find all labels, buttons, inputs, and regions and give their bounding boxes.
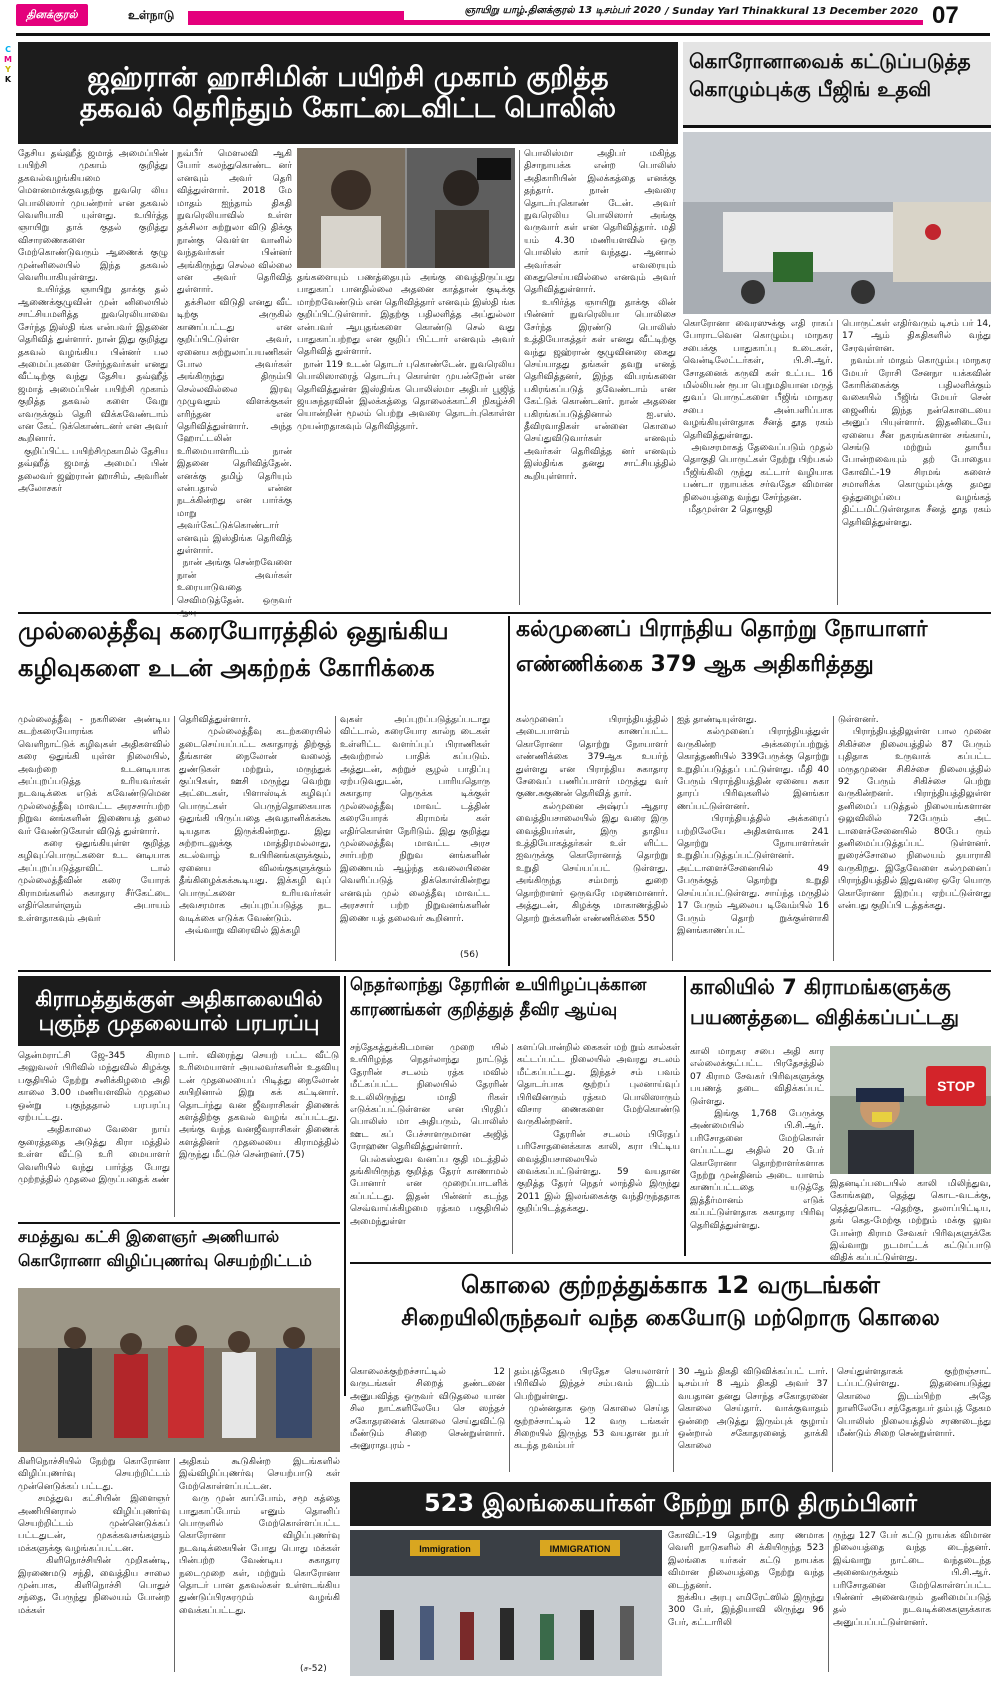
returnees-column-1: கோவிட்-19 தொற்று கார ணமாக வெளி நாடுகளில் சி க்கியிருந்த 523 இலங்கை யர்கள் கட்டு நாயக்க விமான நிலையத்தை நேற்று வந்த டைந்தனர். ஐக்கிய அரபு எமிரேட்ஸில் இருந்து 300 பேர், இந்தியாவி லிருந்து 96 பேர், கட்டாரிலி — [668, 1531, 824, 1628]
samathuva-headline — [18, 1222, 340, 1284]
masthead-logo-text: தினக்குரல் — [26, 7, 78, 21]
samathuva-column-1: கிளிநொச்சியில் நேற்று கொரோனா விழிப்புணர்வு செயற்றிட்டம் முன்னெடுக்கப் பட்டது. சமத்துவ கட்சியின் இளைஞர் அணியினரால் விழிப்புணர்வு செயற்றிட்டம் முன்னெடுக்கப் பட்டதுடன், முகக்கவசங்களும் மக்களுக்கு வழங்கப்பட்டன. கிளிநொச்சியின் முறிகண்டி, இரணைமடு சந்தி, வைத்திய சாலை முன்பாக, கிளிநொச்சி பொதுச் சந்தை, பேருந்து நிலையம் போன்ற மக்கள் — [18, 1457, 170, 1616]
zahran-headline-line2: தகவல் தெரிந்தும் கோட்டைவிட்ட பொலிஸ் — [79, 93, 617, 124]
samathuva-column-2: அதிகம் கூடுகின்ற இடங்களில் இவ்விழிப்புணர்வு செயற்பாடு கள் மேற்கொள்ளப்பட்டன. வரு முன் காப்போம், சமூ கத்தை பாதுகாப்போம் எனும் தொனிப் பொருளில் மேற்கொள்ளப்பட்ட கொரோனா விழிப்புணர்வு நடவடிக்கையின் போது பொது மக்கள் பின்பற்ற வேண்டிய சுகாதார நடைமுறை கள், மற்றும் கொரோனா தொடர் பான தகவல்கள் உள்ளடங்கிய துண்டுப்பிரசுரமும் வழங்கி வைக்கப்பட்டது. — [179, 1457, 340, 1616]
crocodile-headline-line2: புகுந்த முதலையால் பரபரப்பு — [38, 1011, 320, 1035]
cmyk-mark-y: Y — [5, 65, 11, 74]
zahran-column-3: பொலிஸ்மா அதிபர் மகிந்த திசாநாயக்க என்ற பொலிஸ் அதிகாரியின் இலக்கத்தை எனக்கு தந்தார். நான் அவரை தொடர்புகொண் டேன். அவர் நுவரெலிய பொலிஸார் அங்கு வருவார் கள் என தெரிவித்தார். மதி யம் 4.30 மணியளவில் ஒரு பொலிஸ் கார் வந்தது. ஆனால் அவர்கள் எவரையும் கைதுசெய்யவில்லை எனவும் அவர் தெரிவித்துள்ளார். உயிர்த்த ஞாயிறு தாக்கு லின் பின்னர் நுவரெலியா பொலிசை சேர்ந்த இரண்டு பொலிஸ் உத்தியோகத்தர் கள் எனது வீட்டிற்கு வந்து ஜஹ்ரான் குழுவினரை கைது செய்யாதது தங்கள் தவறு எனத் தெரிவித்தனர், இந்த விபரங்களை பகிரங்கப்படுத் தவேண்டாம் என கேட்டுக் கொண்டனர். நான் அதனை பகிரங்கப்படுத்தினால் ஐ.எஸ். தீவிரவாதிகள் என்னை கொலை செய்துவிடுவார்கள் எனவும் அவர்கள் தெரிவித்த னர் எனவும் இஸ்திங்க தனது சாட்சியத்தில் கூறியுள்ளார். — [524, 149, 676, 482]
kalmunai-headline-line2: எண்ணிக்கை 379 ஆக அதிகரித்தது — [516, 651, 874, 677]
kalmunai-headline-line1: கல்முனைப் பிராந்திய தொற்று நோயாளர் — [516, 617, 928, 642]
murder-column-2: தம்புத்தேகம பிரதேச செயலாளர் பிரிவில் இந்தச் சம்பவம் இடம் பெற்றுள்ளது. முன்னதாக ஒரு கொலை செய்த குற்றச்சாட்டில் 12 வரு டங்கள் சிறையில் இருந்த 53 வயதான நபர் கடந்த நவம்பர் — [514, 1367, 669, 1452]
returnees-headline — [350, 1482, 991, 1526]
returnees-headline-text: 523 இலங்கையர்கள் நேற்று நாடு திரும்பினர் — [423, 1489, 918, 1518]
kalmunai-column-3: டுள்ளனர். பிராந்தியத்திலுள்ள பால முனை சிகிச்சை நிலையத்தில் 87 பேரும் புதிதாக உருவாக் கப்பட்ட மருதமுனை சிகிச்சை நிலையத்தில் 92 பேரும் சிகிச்சை பெற்று வருகின்றனர். பிராந்தியத்திலுள்ள தனிமைப் படுத்தல் நிலையங்களான ஒலுவிலில் 72பேரும் அட் டாளைச்சேனையில் 80பே ரும் தனிமைப்படுத்தப்பட் டுள்ளனர். நுரைச்சோலை நிலையம் தயாராகி வருகிறது. இதேவேளை கல்முனைப் பிராந்தியத்தில் இதுவரை ஒரே யொரு கொரோனா இறப்பு ஏற்பட்டுள்ளது என்பது குறிப்பி டத்தக்கது. — [838, 715, 991, 912]
mullaitivu-headline-line1: முல்லைத்தீவு கரையோரத்தில் ஒதுங்கிய — [18, 617, 449, 645]
cmyk-mark-c: C — [5, 45, 11, 54]
stop-sign-text: STOP — [937, 1078, 975, 1094]
beijing-column-2: பொருட்கள் எதிர்வரும் டிசம் பர் 14, 17 ஆம் திகதிகளில் வந்து சேரவுள்ளன. நவம்பர் மாதம் கொழும்பு மாநகர மேயர் ரோசி சேனநா யக்கவின் கோரிக்கைக்கு பதிலளிக்கும் வகையில் பீஜிங் மேயர் சென் ஜைனிங் இந்த நன்கொடையை அனுப் பியுள்ளார். இதனிடையே ஏனைய சீன நகரங்களான சங்காய், செங்டு மற்றும் தாயீய போன்றவையும் தற் போதைய கோவிட்-19 சிரமங் களைச் சமாளிக்க கொழும்புக்கு தமது ஒத்துழைப்பை வழங்கத் திட்டமிட்டுள்ளதாக சீனத் தூத ரகம் தெரிவித்துள்ளது. — [842, 319, 991, 528]
netherlands-headline — [350, 976, 680, 1038]
zahran-photo-illustration — [297, 148, 515, 268]
netherlands-column-1: சந்தேகத்துக்கிடமான முறை யில் உயிரிழந்த நெதர்லாந்து நாட்டுத் தேரரின் சடலம் ரத்க மவில் மீட்கப்பட்ட நிலையில் தேரரின் உடலிலிருந்து மாதி ரிகள் எடுக்கப்பட்டுள்ளன என பிரதிப் பொலிஸ் மா அதிபரும், பொலிஸ் ஊட கப் பேச்சாளருமான அஜித் ரோஹண தெரிவித்துள்ளார். பெல்கஸ்துவ வனப்ப குதி மடத்தில் தங்கியிருந்த குறித்த தேரர் காணாமல் போனார் என முறைப்பாடளிக் கப்பட்டது. இதன் பின்னர் கடந்த செவ்வாய்க்கிழமை ரத்கம பகுதியில் அமைந்துள்ள — [350, 1043, 508, 1227]
masthead-section: உள்நாடு — [128, 8, 175, 22]
page-number: 07 — [932, 2, 959, 29]
mullaitivu-column-2: தெரிவித்துள்ளார். முல்லைத்தீவு கடற்கரையில் தடைசெய்யப்பட்ட சுகாதாரத் திற்குத் தீங்கான நைலோன் வலைத் துண்டுகள் மற்றும், மருந்துக் குப்பிகள், ஊசி மருந்து வெற்று அட்டைகள், பிளாஸ்டிக் கழிவுப் பொருட்கள் பெருந்தொகையாக ஒதுங்கி யிருப்பதை அவதானிக்கக்கூ டியதாக இருக்கின்றது. இது சுற்றாடலுக்கு மாத்திரமல்லாது, கடல்வாழ் உயிரினங்களுக்கும், ஏனைய விலங்குகளுக்கும் தீங்கிழைக்கக்கூடியது. இக்கழி வுப் பொருட்களை உரியவர்கள் அவசரமாக அப்புறப்படுத்த நட வடிக்கை எடுக்க வேண்டும். அவ்வாறு விரைவில் இக்கழி — [179, 715, 331, 936]
mid-vertical-rule-1 — [508, 616, 510, 966]
crocodile-column-2: டார். விரைந்து செயற் பட்ட வீட்டு உரிமையாளர் அயலவர்களின் உதவியு டன் முதலையைப் பிடித்து நைலோன் கயிறினால் இறு கக் கட்டினார். தொடர்ந்து வன ஜீவராசிகள் திணைக் களத்திற்கு தகவல் வழங் கப்பட்டது. அங்கு வந்த வனஜீவராசிகள் திணைக் களத்தினர் முதலையை கிராமத்தில் இருந்து மீட்டுச் சென்றனர்.(75) — [179, 1051, 342, 1161]
galle-column-2: இதனடிப்படையில் காலி மிலிந்துவ, கோங்கஹ, தெத்து கொட-வடக்கு, தெத்துகொட -தெற்கு, தலாப்பிட்டிய, தங் கெத-மேற்கு மற்றும் மக்கு லுவ போன்ற கிராம சேவகர் பிரிவுகளுக்கே இவ்வாறு நடமாட்டக் கட்டுப்பாடு விதிக் கப்பட்டுள்ளது. — [830, 1179, 994, 1264]
netherlands-column-divider — [512, 1044, 513, 1254]
zahran-column-2b: தங்களையும் பணத்தையும் அங்கு வைத்திருப்பது பாதுகாப் பானதில்லை அதனை காத்தான் குடிக்கு மாற்றவேண்டும் என தெரிவித்தார் எனவும் இஸ்தி ங்க குறிப்பிட்டுள்ளார். இதற்கு பதிலளித்த அப்துல்லா என்பவர் ஆயுதங்களை கொண்டு செல் வது பாதுகாப்பற்றது என குறிப் பிட்டார் எனவும் அவர் தெரிவித் துள்ளார். நான் 119 உடன் தொடர் புகொண்டேன். நுவரெலிய பொலிஸாரைத் தொடர்பு கொள்ள முயன்றேன் என தெரிவித்துள்ள இஸ்திங்க பொலிஸ்மா அதிபர் பூஜித் ஜயசுந்தரவின் இலக்கத்தை தொலைக்காட்சி நிகழ்ச்சி யொன்றின் மூலம் பெற்று அவரை தொடர்புகொள்ள முயன்றதாகவும் தெரிவித்தார். — [297, 273, 515, 432]
crocodile-column-divider — [174, 1052, 175, 1217]
mullaitivu-tag: (56) — [460, 950, 479, 960]
samathuva-headline-line2: கொரோனா விழிப்புணர்வு செயற்றிட்டம் — [18, 1250, 312, 1270]
crocodile-column-1: தென்மராட்சி ஜே-345 கிராம அலுவலர் பிரிவில் மந்துவில் கிழக்கு பகுதியில் நேற்று சனிக்கிழமை அதி காலை 3.00 மணியளவில் முதலை ஒன்று புகுந்ததால் பரபரப்பு ஏற்பட்டது. அதிகாலை வேளை நாய் குரைத்ததை அடுத்து கிரா மத்தில் உள்ள வீட்டு உரி மையாளர் வெளியில் வந்து பார்த்த போது முற்றத்தில் முதலை இருப்பதைக் கண் — [18, 1051, 170, 1186]
zahran-column-1: தேசிய தவ்ஹீத் ஜமாத் அமைப்பின் பயிற்சி முகாம் குறித்து தகவல்வழங்கியமை மௌனமாக்குவதற்கு நுவரெ லிய பொலிஸார் முயன்றார் என தகவல் வெளியாகி யுள்ளது. உயிர்த்த ஞாயிறு தாக் குதல் குறித்து விசாரணைகளை மேற்கொண்டுவரும் ஆணைக் குழு முன்னிலையில் இந்த தகவல் வெளியாகியுள்ளது. உயிர்த்த ஞாயிறு தாக்கு தல் ஆணைக்குழுவின் முன் னிலையில் சாட்சியமளித்த நுவரெலியாவை சேர்ந்த இஸ்தி ங்க என்பவர் இதனை தெரிவித் துள்ளார். நான் இது குறித்து தகவல் வழங்கிய பின்னர் பல அமைப்புகளை சேர்ந்தவர்கள் எனது வீட்டிற்கு வந்து தேசிய தவ்ஹீத் ஜமாத் அமைப்பின் பயிற்சி முகாம் குறித்த தகவல் களை வேறு எவருக்கும் தெரி விக்கவேண்டாம் என கேட் டுக்கொண்டனர் என அவர் கூறினார். குறிப்பிட்ட பயிற்சிமுகாமில் தேசிய தவ்ஹீத் ஜமாத் அமைப் பின் தலைவர் ஜஹ்ரான் ஹாசிம், அவரின் அலோசகர் — [18, 149, 168, 494]
samathuva-photo — [18, 1288, 340, 1452]
galle-headline-line2: பயணத்தடை விதிக்கப்பட்டது — [690, 1004, 960, 1029]
zahran-column-2: நவ்பீர் மௌலவி ஆகி யோர் கலந்துகொண்ட னர் எனவும் அவர் தெரி வித்துள்ளார். 2018 மே மாதம் ஐந்தாம் திகதி நுவரெலியாவில் உள்ள தக்சிலா சுற்றுலா விடு திக்கு நான்கு வௌ்ள வானில் வந்தவர்கள் பின்னர் அங்கிருந்து செல்ல வில்லை என அவர் தெரிவித் துள்ளார். தக்சிலா விடுதி எனது வீட் டிற்கு அருகில் காணப்பட்டது என குறிப்பிட்டுள்ள அவர், ஏனைய சுற்றுலாப்பயணிகள் போல அவர்கள் அங்கிருந்து திரும்பி செல்லவில்லை இரவு முழுவதும் விளக்குகள் எரிந்தன என தெரிவித்துள்ளார். அந்த ஹோட்டலின் உரிமையாளரிடம் நான் இதனை தெரிவித்தேன். எனக்கு தமிழ் தெரியும் என்பதால் என்ன நடக்கின்றது என பார்க்கு மாறு அவர்கேட்டுக்கொண்டார் எனவும் இஸ்திங்க தெரிவித் துள்ளார். நான் அங்கு சென்றவேளை நான் அவர்கள் உரையாடுவதை செவிமடுத்தேன். ஒருவர் — [177, 149, 292, 606]
murder-column-divider-3 — [832, 1368, 833, 1472]
galle-headline-line1: காலியில் 7 கிராமங்களுக்கு — [690, 975, 951, 999]
netherlands-headline-line1: நெதர்லாந்து தேரரின் உயிரிழப்புக்கான — [350, 975, 647, 995]
galle-photo-illustration — [830, 1046, 991, 1174]
zahran-headline — [18, 42, 678, 144]
mid-vertical-rule-2 — [344, 976, 346, 1396]
beijing-headline-line1: கொரோனாவைக் கட்டுப்படுத்த — [689, 49, 971, 73]
mullaitivu-headline — [18, 618, 504, 710]
galle-headline — [690, 976, 991, 1042]
murder-column-4: செய்துள்ளதாகக் குற்றஞ்சாட் டப்பட்டுள்ளது. இதனையடுத்து கொலை இடம்பிற்ற அதே நாளிலேயே சந்தேகநபர் தம்புத் தேகம பொலிஸ் நிலையத்தில் சரணடைந்து மீண்டும் சிறை சென்றுள்ளார். — [837, 1367, 994, 1440]
section-rule-1 — [18, 612, 991, 614]
samathuva-tag: (ச-52) — [300, 1664, 327, 1674]
section-rule-2 — [18, 970, 991, 972]
beijing-column-divider — [837, 320, 838, 605]
zahran-headline-line1: ஜஹ்ரான் ஹாசிமின் பயிற்சி முகாம் குறித்த — [87, 61, 609, 93]
murder-column-divider-1 — [509, 1368, 510, 1472]
masthead-dateline — [404, 2, 924, 20]
murder-headline — [350, 1262, 991, 1362]
returnees-column-divider — [828, 1532, 829, 1672]
dateline-english: / Sunday Yarl Thinakkural 13 December 2020 — [665, 5, 918, 17]
returnees-photo — [350, 1530, 662, 1676]
beijing-photo-illustration — [683, 132, 991, 314]
kalmunai-column-divider-1 — [672, 716, 673, 961]
cmyk-mark-k: K — [4, 75, 12, 84]
samathuva-photo-illustration — [18, 1288, 340, 1452]
returnees-column-2: ருந்து 127 பேர் கட்டு நாயக்க விமான நிலையத்தை வந்த டைந்தனர். இவ்வாறு நாட்டை வந்தடைந்த அனைவருக்கும் பி.சி.ஆர். பரிசோதனை மேற்கொள்ளப்பட்ட பின்னர் அனைவரும் தனிமைப்படுத் தல் நடவடிக்கைகளுக்காக அனுப்பப்பட்டுள்ளனர். — [833, 1531, 994, 1628]
samathuva-headline-line1: சமத்துவ கட்சி இளைஞர் அணியால் — [18, 1227, 280, 1246]
mullaitivu-column-divider-2 — [335, 716, 336, 961]
returnees-photo-illustration — [350, 1530, 662, 1676]
kalmunai-column-2: ஐத் தாண்டியுள்ளது. கல்முனைப் பிராந்தியத்துள் வருகின்ற அக்கரைப்பற்றுத் கொத்தணியில் 339பேருக்கு தொற்று உறுதிப்படுத்தப் பட்டுள்ளது. மீதி 40 பேரும் பிராந்தியத்தின் ஏனைய சுகா தாரப் பிரிவுகளில் இனங்கா ணப்பட்டுள்ளனர். பிராந்தியத்தில் அக்கரைப் பற்றிலேயே அதிகளவாக 241 தொற்று நோயாளர்கள் உறுதிப்படுத்தப்பட்டுள்ளனர். அட்டாளைச்சேனையில் 49 பேருக்குத் தொற்று உறுதி செய்யப்பட்டுள்ளது. சாய்ந்த மருதில் 17 பேரும் ஆலைய டிவேம்பில் 16 பேரும் தொற் றுக்குள்ளாகி இனங்காணப்பட் — [677, 715, 829, 936]
beijing-headline-line2: கொழும்புக்கு பீஜிங் உதவி — [689, 77, 932, 102]
murder-column-divider-2 — [673, 1368, 674, 1472]
galle-column-1: காலி மாநகர சபை அதி கார எல்லைக்குட்பட்ட பிரதேசத்தில் 07 கிராம சேவகர் பிரிவுகளுக்கு பயணத் தடை விதிக்கப்பட் டுள்ளது. இங்கு 1,768 பேருக்கு அண்மையில் பி.சி.ஆர். பரிசோதனை மேற்கொள் ளப்பட்டது அதில் 20 பேர் கொரோனா தொற்றாளர்களாக நேற்று முன்தினம் அடை யாளம் காணப்பட்டதை யடுத்தே இத்தீர்மானம் எடுக் கப்பட்டுள்ளதாக சுகாதார பிரிவு தெரிவித்துள்ளது. — [690, 1047, 824, 1231]
kalmunai-column-1: கல்முனைப் பிராந்தியத்தில் அடையாளம் காணப்பட்ட கொரோனா தொற்று நோயாளர் எண்ணிக்கை 379ஆக உயர்ந் துள்ளது என பிராந்திய சுகாதார சேவைப் பணிப்பாளர் மருத்து வர் குண.சுகுணன் தெரிவித் தார். கல்முனை அஷ்ரப் ஆதார வைத்தியசாலையில் இது வரை இரு வைத்தியர்கள், இரு தாதிய உத்தியோகத்தர்கள் உள் ளிட்ட ஐவருக்கு கொரோனாத் தொற்று உறுதி செய்யப்பட் டுள்ளது. அங்கிருந்த சம்மாந் துறை தொற்றாளர் ஒருவரே மரணமானார். அத்துடன், கிழக்கு மாகாணத்தில் தொற் றுக்களின் எண்ணிக்கை 550 — [516, 715, 668, 924]
immigration-sign-2: IMMIGRATION — [549, 1544, 611, 1554]
beijing-headline — [683, 42, 991, 128]
dateline-tamil: ஞாயிறு யாழ்.தினக்குரல் 13 டிசம்பர் 2020 — [464, 5, 662, 16]
netherlands-column-2: களப்பொன்றில் கைகள் மற் றும் கால்கள் கட்டப்பட்ட நிலையில் அவரது சடலம் மீட்கப்பட்டது. இந்தச் சம் பவம் தொடர்பாக குற்றப் புலனாய்வுப் பிரிவினரும் ரத்கம பொலிஸாரும் விசார ணைகளை மேற்கொண்டு வருகின்றனர். தேரரின் சடலம் பிரேதப் பரிசோதனைக்காக காலி, கரா பிட்டிய வைத்தியசாலையில் வைக்கப்பட்டுள்ளது. 59 வயதான குறித்த தேரர் நெதர் லாந்தில் இருந்து 2011 இல் இலங்கைக்கு வந்திருந்ததாக குறிப்பிடத்தக்கது. — [517, 1043, 680, 1215]
masthead-logo — [16, 4, 88, 26]
netherlands-headline-line2: காரணங்கள் குறித்துத் தீவிர ஆய்வு — [350, 1000, 618, 1021]
zahran-column-divider-1 — [172, 150, 173, 605]
mullaitivu-headline-line2: கழிவுகளை உடன் அகற்றக் கோரிக்கை — [18, 653, 435, 682]
cmyk-mark-m: M — [4, 55, 12, 64]
murder-headline-line2: சிறையிலிருந்தவர் வந்த கையோடு மற்றொரு கொலை — [401, 1305, 940, 1331]
kalmunai-column-divider-2 — [833, 716, 834, 961]
masthead-rule — [16, 33, 990, 36]
murder-headline-line1: கொலை குற்றத்துக்காக 12 வருடங்கள் — [461, 1271, 880, 1299]
crocodile-headline — [18, 976, 340, 1046]
beijing-column-1: கொரோனா வைரஸுக்கு எதி ராகப் போராடவென கொழும்பு மாநகர சபைக்கு பாதுகாப்பு உடைகள், வென்டிலேட்டர்கள், பி.சி.ஆர். சோதனைக் கருவி கள் உட்பட 16 மில்லியன் ரூபா பெறுமதியான மருத் துவப் பொருட்களை பீஜிங் மாநகர சபை அன்பளிப்பாக வழங்கியுள்ளதாக சீனத் தூத ரகம் தெரிவித்துள்ளது. அவசரமாகத் தேவைப்படும் முதல் தொகுதி பொருட்கள் நேற்று பிற்பகல் பீஜிங்கிலி ருந்து கட்டார் வழியாக பண்டா ரநாயக்க சர்வதேச விமான நிலையத்தை வந்து சேர்ந்தன. மீதமுள்ள 2 தொகுதி — [683, 319, 833, 516]
crocodile-headline-line1: கிராமத்துக்குள் அதிகாலையில் — [35, 986, 323, 1011]
samathuva-column-divider — [174, 1458, 175, 1672]
zahran-column-divider-2 — [519, 150, 520, 605]
murder-column-1: கொலைக்குற்றச்சாட்டில் 12 வருடங்கள் சிறைத் தண்டனை அனுபவித்த ஒருவர் விடுதலை யான சில நாட்களிலேயே செ ஸந்தச் சகோதரனைக் கொலை செய்துவிட்டு மீண்டும் சிறை சென்றுள்ளார். அனுராதபுரம் - — [350, 1367, 508, 1452]
masthead — [0, 0, 1000, 44]
zahran-photo — [297, 148, 515, 268]
mid-vertical-rule-3 — [684, 976, 686, 1256]
immigration-sign-1: Immigration — [419, 1544, 471, 1554]
mullaitivu-column-divider-1 — [174, 716, 175, 961]
beijing-photo — [683, 132, 991, 314]
mullaitivu-column-3: வுகள் அப்புறப்படுத்தப்படாது விட்டால், கரையோர கால்ந டைகள் உள்ளிட்ட வளர்ப்புப் பிராணிகள் அவற்றால் பாதிக் கப்படும். அத்துடன், சுற்றுச் சூழல் பாதிப்பு ஏற்படுவதுடன், பாரியதொரு சுகாதார நெருக்க டிக்குள் முல்லைத்தீவு மாவட் டத்தின் கரையோரக் கிராமங் கள் எதிர்கொள்ள நேரிடும். இது குறித்து முல்லைத்தீவு மாவட்ட அரச சார்பற்ற நிறுவ னங்களின் இணையம் ஆழ்ந்த கவலையினை வெளிப்படுத் திக்கொள்கின்றது எனவும் முல் லைத்தீவு மாவட்ட அரசசார் பற்ற நிறுவனங்களின் இணை யத் தலைவர் கூறினார். — [340, 715, 493, 924]
murder-column-3: 30 ஆம் திகதி விடுவிக்கப்பட் டார். டிசம்பர் 8 ஆம் திகதி அவர் 37 வயதான தனது சொந்த சகோதரனை கொலை செய்தார். வாக்குவாதம் ஒன்றை அடுத்து இரும்புக் குழாய் ஒன்றால் சகோதரனைத் தாக்கி கொலை — [678, 1367, 831, 1452]
kalmunai-headline — [516, 618, 991, 710]
mullaitivu-column-1: முல்லைத்தீவு - நகரினை அண்டிய கடற்கரையோரங்க ளில் வெளிநாட்டுக் கழிவுகள் அதிகளவில் கரை ஒதுங்கி யுள்ள நிலையில், அவற்றை உடனடியாக அப்புறப்படுத்த உரியவர்கள் நடவடிக்கை எடுக் கவேண்டுமென முல்லைத்தீவு மாவட்ட அரசசார்பற்ற நிறுவ னங்களின் இணையத் தலை வர் வேண்டுகோள் விடுத் துள்ளார். கரை ஒதுங்கியுள்ள குறித்த கழிவுப்பொருட்களை உட னடியாக அப்புறப்படுத்தாவிட் டால் முல்லைத்தீவின் கரை யோரக் கிராமங்களில் சுகாதார சீர்கேட்டை எதிர்கொள்ளும் அபாயம் உள்ளதாகவும் அவர் — [18, 715, 170, 924]
galle-photo — [830, 1046, 991, 1174]
